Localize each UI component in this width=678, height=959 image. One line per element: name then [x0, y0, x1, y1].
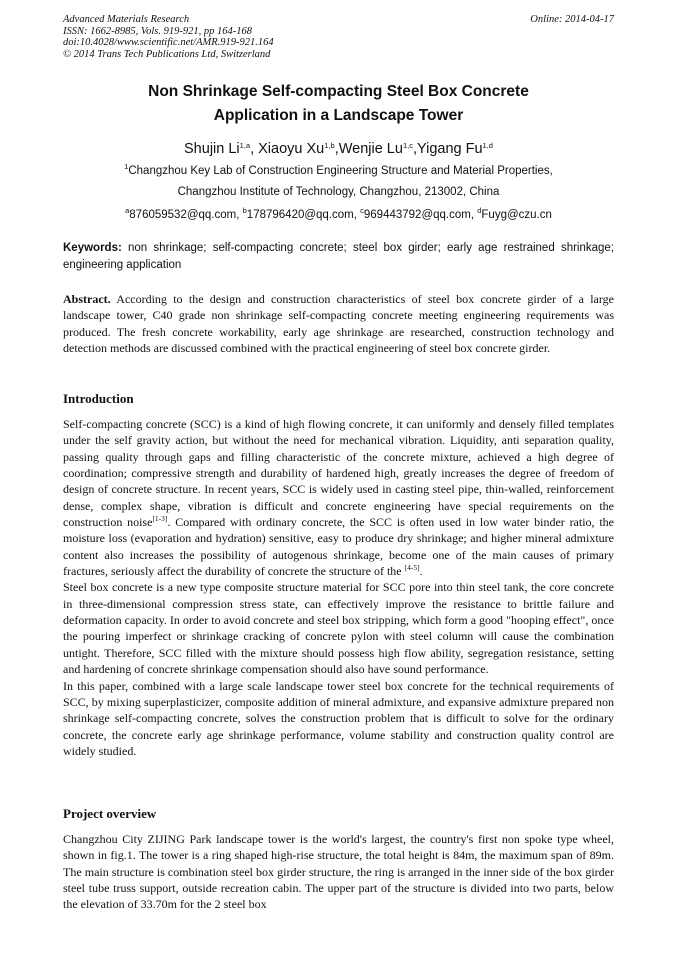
author-separator: , — [412, 141, 417, 157]
email-address[interactable]: 876059532@qq.com — [129, 209, 237, 221]
keywords-text: non shrinkage; self-compacting concrete; steel box girder; early age restrained shrinkage; engineering application — [63, 242, 614, 271]
paragraph-text: . — [419, 564, 423, 579]
affiliation-line-2: Changzhou Institute of Technology, Changzhou, 213002, China — [177, 186, 500, 198]
project-overview-section — [63, 806, 614, 913]
email-separator: , — [236, 209, 243, 221]
doi-line[interactable]: doi:10.4028/www.scientific.net/AMR.919-921.164 — [63, 37, 274, 48]
online-date: Online: 2014-04-17 — [530, 14, 614, 25]
email-address[interactable]: 178796420@qq.com — [246, 209, 354, 221]
author-name: Xiaoyu Xu — [258, 141, 325, 157]
introduction-paragraph-1 — [63, 416, 614, 579]
author-affiliation-mark: 1,b — [324, 141, 335, 150]
email-mark: a — [125, 206, 130, 215]
introduction-section — [63, 391, 614, 759]
issn-line: ISSN: 1662-8985, Vols. 919-921, pp 164-168 — [63, 25, 252, 37]
title-line-2: Application in a Landscape Tower — [213, 107, 464, 124]
email-separator: , — [470, 209, 478, 221]
email-mark: c — [360, 206, 364, 215]
citation-reference[interactable]: [1-3] — [152, 514, 168, 524]
author-name: Wenjie Lu — [338, 141, 403, 157]
email-address[interactable]: 969443792@qq.com — [363, 209, 471, 221]
email-mark: b — [242, 206, 247, 215]
title-block — [63, 80, 614, 224]
project-overview-paragraph-1: Changzhou City ZIJING Park landscape tower is the world's largest, the country's first non spoke type wheel, shown in fig.1. The tower is a ring shaped high-rise structure, the total height is 84m, the maximum span of 89m. The main structure is combination steel box girder structure, the ring is arranged in the inner side of the box girder steel tube truss support, outside recreation cabin. The upper part of the structure is divided into two parts, below the elevation of 33.70m for the 2 steel box — [63, 832, 614, 912]
email-list — [63, 206, 614, 224]
citation-reference[interactable]: [4-5] — [404, 563, 420, 573]
abstract-label: Abstract. — [63, 292, 111, 306]
author-separator: , — [250, 141, 259, 157]
affiliation-line-1: Changzhou Key Lab of Construction Engineering Structure and Material Properties, — [128, 165, 553, 177]
journal-name: Advanced Materials Research — [63, 14, 190, 25]
journal-header — [63, 14, 614, 60]
author-affiliation-mark: 1,d — [482, 141, 493, 150]
introduction-paragraph-3: In this paper, combined with a large scale landscape tower steel box concrete for the technical requirements of SCC, by mixing superplasticizer, composite addition of mineral admixture, and expansive admixture prepared non shrinkage self-compacting concrete, solves the construction problem that is difficult to solve for the ordinary concrete, the concrete early age shrinkage performance, volume stability and construction quality control are widely studied. — [63, 678, 614, 758]
affiliation — [63, 161, 614, 203]
author-separator: , — [334, 141, 339, 157]
project-overview-heading: Project overview — [63, 806, 157, 821]
keywords-section — [63, 240, 614, 273]
author-affiliation-mark: 1,c — [402, 141, 413, 150]
author-affiliation-mark: 1,a — [239, 141, 251, 150]
paragraph-text: . Compared with ordinary concrete, the SCC is often used in low water binder ratio, the moisture loss (evaporation and hydration) sensitive, easy to produce dry shrinkage; and higher mineral admixture content also increases the possibility of autogenous shrinkage, become one of the main causes of primary fractures, seriously affect the durability of concrete the structure of the — [63, 515, 614, 579]
copyright-line: © 2014 Trans Tech Publications Ltd, Switzerland — [63, 48, 271, 60]
email-mark: d — [477, 206, 482, 215]
introduction-heading: Introduction — [63, 391, 134, 406]
email-separator: , — [353, 209, 361, 221]
introduction-paragraph-2: Steel box concrete is a new type composite structure material for SCC pore into thin steel tank, the core concrete in three-dimensional compression stress state, can effectively improve the resistance to brittle failure and deformation capacity. In order to avoid concrete and steel box stripping, which form a good "hooping effect", once the pouring imperfect or shrinkage cracking of concrete pylon with steel column will cause the combination untight. Therefore, SCC filled with the mixture should possess high flow ability, segregation resistance, setting and hardening of concrete shrinkage compensation should also have sound performance. — [63, 580, 614, 677]
title-line-1: Non Shrinkage Self-compacting Steel Box Concrete — [148, 83, 529, 100]
paragraph-text: Self-compacting concrete (SCC) is a kind of high flowing concrete, it can uniformly and densely filled templates under the self gravity action, but without the need for mechanical vibration. Liquidity, anti separation quality, passing quality through gaps and filling characteristic of the concrete mixture, achieved a high degree of coordination; compressive strength and durability of hardened high, greatly increases the degree of freedom of design of concrete structure. In recent years, SCC is widely used in casting steel pipe, thin-walled, reinforcement dense, complex shape, vibration is difficult and concrete engineering have special requirements on the construction noise — [63, 417, 614, 530]
abstract-text: According to the design and construction characteristics of steel box concrete girder of a large landscape tower, C40 grade non shrinkage self-compacting concrete meeting engineering requirements was produced. The fresh concrete workability, early age shrinkage are researched, construction technology and detection methods are discussed combined with the practical engineering of steel box concrete girder. — [63, 292, 614, 355]
affiliation-mark: 1 — [124, 162, 129, 171]
author-name: Yigang Fu — [416, 141, 483, 157]
email-address[interactable]: Fuyg@czu.cn — [481, 209, 552, 221]
author-list — [63, 139, 614, 159]
abstract-section — [63, 291, 614, 356]
author-name: Shujin Li — [184, 141, 240, 157]
paper-title — [63, 80, 614, 128]
keywords-label: Keywords: — [63, 242, 122, 254]
